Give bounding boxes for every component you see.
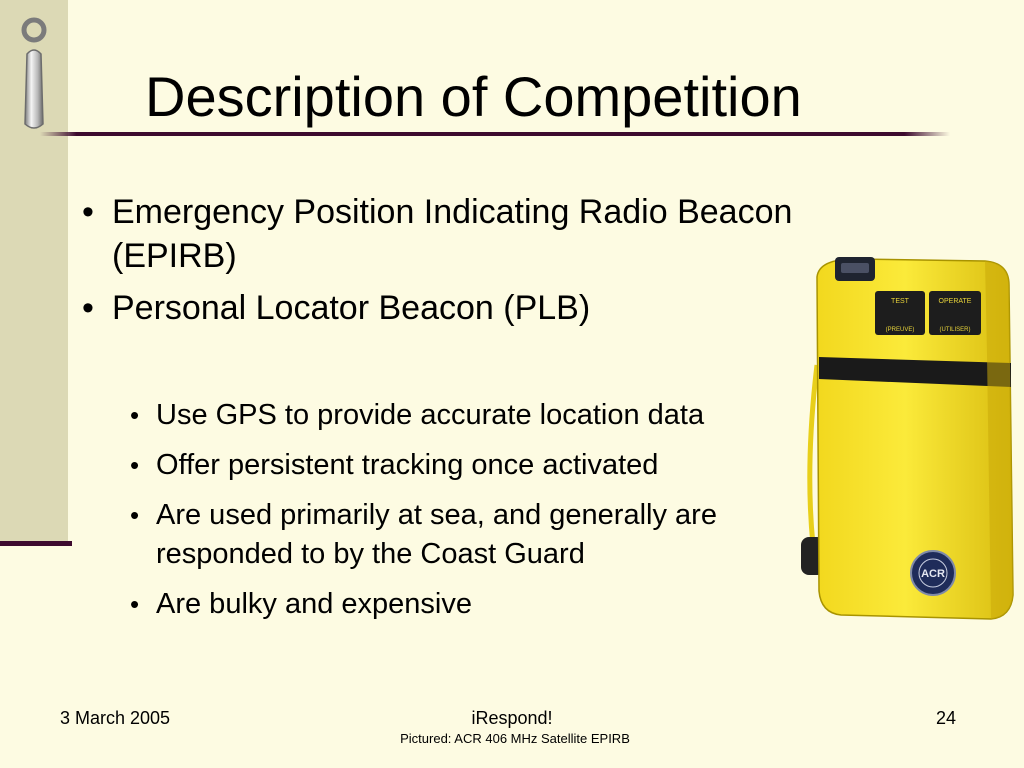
- title-underline: [40, 132, 950, 136]
- acr-badge-text: ACR: [921, 568, 945, 580]
- epirb-beacon-image: [795, 255, 1024, 630]
- test-label: TEST: [891, 298, 909, 305]
- sub-bullet-list: [130, 396, 810, 635]
- sub-bullet-item: • Offer persistent tracking once activated: [130, 446, 810, 485]
- test-label-fr: (PREUVE): [885, 327, 915, 333]
- sub-bullet-item: • Are bulky and expensive: [130, 585, 810, 624]
- footer-center-text: iRespond!: [471, 708, 553, 728]
- bullet-item: • Emergency Position Indicating Radio Beacon (EPIRB): [82, 190, 922, 278]
- bullet-item: • Personal Locator Beacon (PLB): [82, 286, 922, 330]
- slide-number: 24: [936, 708, 957, 728]
- footer-date: 3 March 2005: [60, 708, 171, 728]
- slide-title: Description of Competition: [145, 65, 802, 128]
- sub-bullet-item: • Use GPS to provide accurate location data: [130, 396, 810, 435]
- operate-label-fr: (UTILISER): [939, 327, 971, 333]
- image-caption: Pictured: ACR 406 MHz Satellite EPIRB: [400, 731, 630, 746]
- side-band-rule: [0, 541, 72, 546]
- operate-label: OPERATE: [938, 298, 972, 305]
- sub-bullet-item: • Are used primarily at sea, and generally are responded to by the Coast Guard: [130, 496, 776, 574]
- info-i-icon: [18, 16, 50, 134]
